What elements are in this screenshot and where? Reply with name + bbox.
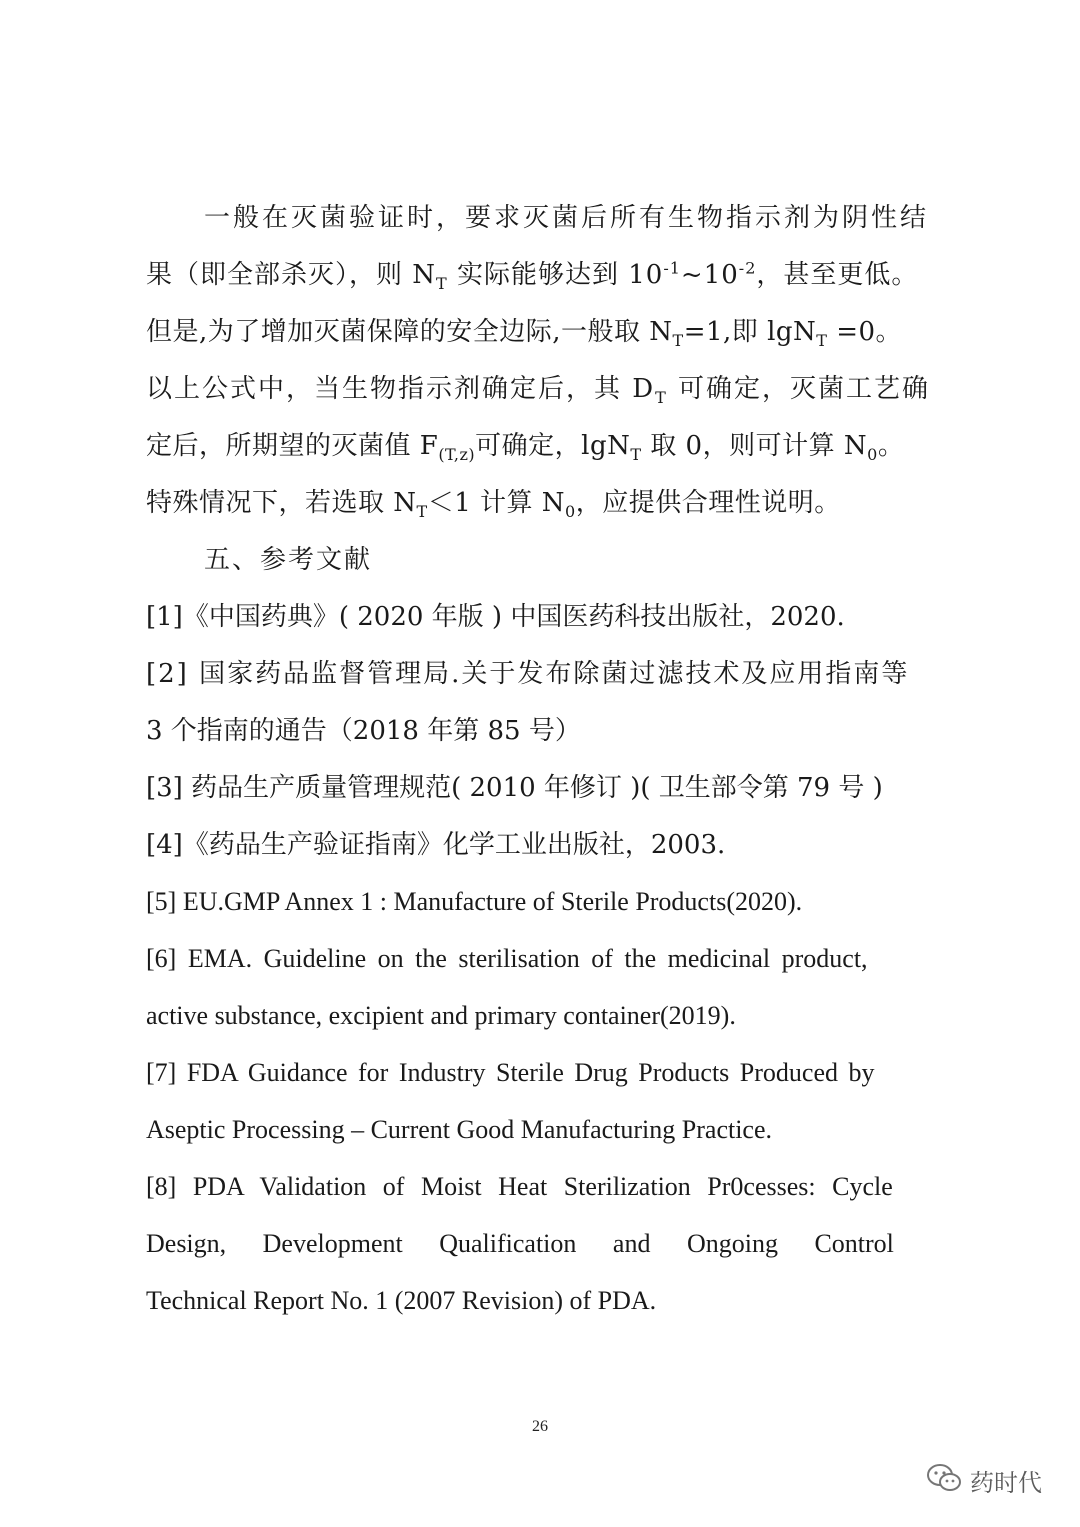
paragraph-line-2: 果（即全部杀灭），则 $N_T$ 实际能够达到 $10^{-1}\sim 10^{-2}$，甚至更低。 bbox=[146, 258, 919, 294]
paragraph-line-4: 以上公式中，当生物指示剂确定后，其 $D_T$ 可确定，灭菌工艺确 bbox=[146, 374, 931, 408]
paragraph-line-1: 一般在灭菌验证时，要求灭菌后所有生物指示剂为阴性结 bbox=[204, 203, 930, 233]
paragraph-line-3: 但是,为了增加灭菌保障的安全边际,一般取 $N_T=1$,即 lgN$_T$ =0。 bbox=[146, 317, 903, 351]
reference-2-line-1: [2] 国家药品监督管理局.关于发布除菌过滤技术及应用指南等 bbox=[146, 659, 910, 689]
paragraph-line-5: 定后，所期望的灭菌值 $F_{(T,z)}$可确定，lgN$_T$ 取 0，则可计算 $N_0$。 bbox=[146, 431, 905, 465]
reference-3: [3] 药品生产质量管理规范( 2010 年修订 )( 卫生部令第 79 号 ) bbox=[146, 773, 883, 803]
page-number: 26 bbox=[532, 1418, 548, 1435]
reference-4: [4]《药品生产验证指南》化学工业出版社，2003. bbox=[146, 830, 726, 860]
reference-8-line-1: [8] PDA Validation of Moist Heat Sterilization Pr0cesses: Cycle bbox=[146, 1172, 893, 1201]
watermark-text: 药时代 bbox=[970, 1468, 1042, 1497]
reference-8-line-3: Technical Report No. 1 (2007 Revision) of PDA. bbox=[146, 1286, 657, 1315]
reference-7-line-1: [7] FDA Guidance for Industry Sterile Drug Products Produced by bbox=[146, 1058, 875, 1087]
wechat-icon bbox=[926, 1463, 962, 1497]
watermark bbox=[926, 1460, 1042, 1500]
reference-2-line-2: 3 个指南的通告（2018 年第 85 号） bbox=[146, 716, 581, 746]
reference-8-line-2: Design, Development Qualification and Ongoing Control bbox=[146, 1229, 894, 1258]
reference-6-line-2: active substance, excipient and primary container(2019). bbox=[146, 1001, 736, 1030]
reference-1: [1]《中国药典》( 2020 年版 ) 中国医药科技出版社，2020. bbox=[146, 602, 845, 632]
reference-6-line-1: [6] EMA. Guideline on the sterilisation of the medicinal product, bbox=[146, 944, 868, 973]
reference-5: [5] EU.GMP Annex 1 : Manufacture of Sterile Products(2020). bbox=[146, 887, 803, 916]
reference-7-line-2: Aseptic Processing – Current Good Manufacturing Practice. bbox=[146, 1115, 773, 1144]
paragraph-line-6: 特殊情况下，若选取 $N_T<1$ 计算 $N_0$，应提供合理性说明。 bbox=[146, 488, 841, 522]
section-heading: 五、参考文献 bbox=[204, 545, 373, 575]
